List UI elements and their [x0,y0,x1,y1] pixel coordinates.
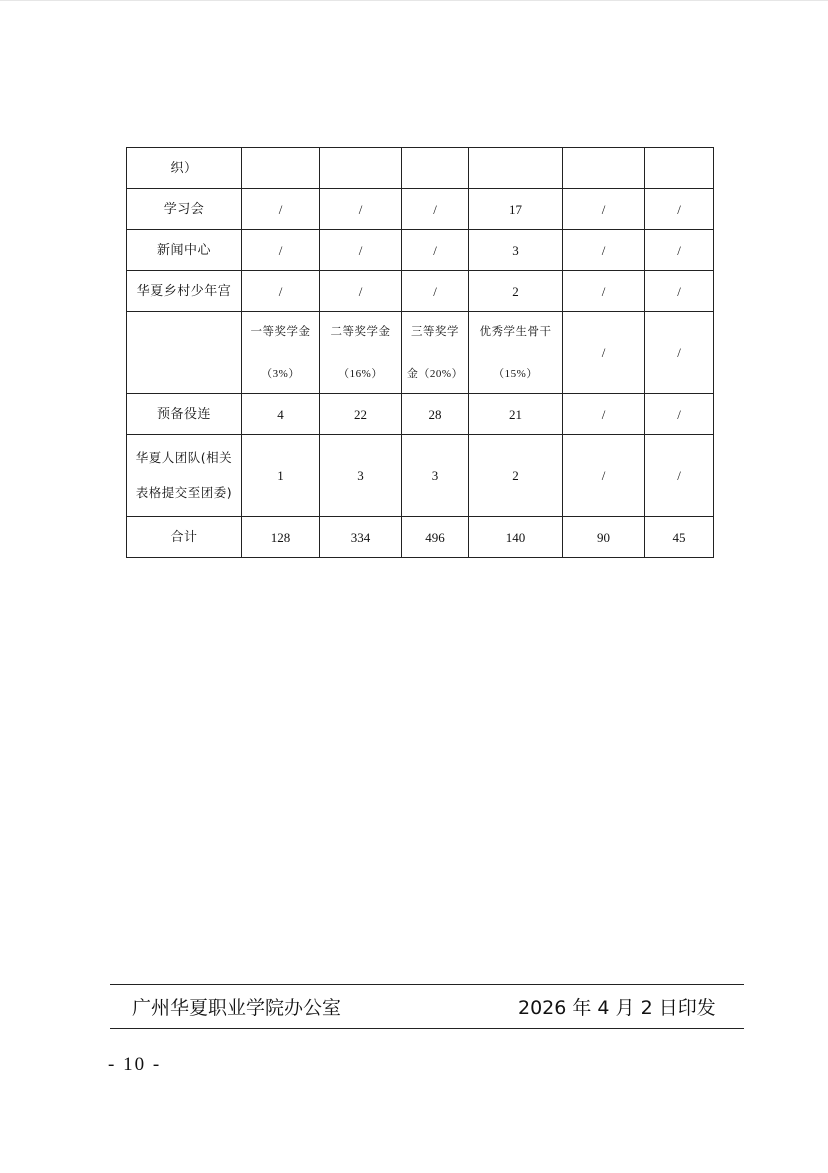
table-cell: / [645,271,714,312]
table-cell: / [402,230,469,271]
table-row [127,435,714,517]
award-header-cell: / [645,312,714,394]
row-label: 华夏乡村少年宫 [127,271,242,312]
table-cell [645,148,714,189]
footer-top-rule [110,984,744,985]
row-label: 学习会 [127,189,242,230]
award-header-cell: 优秀学生骨干 （15%） [469,312,563,394]
table-cell: 3 [320,435,402,517]
table-cell: / [402,189,469,230]
row-label: 预备役连 [127,394,242,435]
table-cell: 128 [242,517,320,558]
table-cell: 3 [469,230,563,271]
table-cell: 4 [242,394,320,435]
row-label: 织） [127,148,242,189]
table-cell [402,148,469,189]
award-header-cell: / [563,312,645,394]
table-cell: 140 [469,517,563,558]
table-cell: / [320,189,402,230]
table-cell: / [242,271,320,312]
table-cell: 334 [320,517,402,558]
table-cell: 3 [402,435,469,517]
table-cell: / [563,230,645,271]
award-header-cell: 二等奖学金 （16%） [320,312,402,394]
table-cell: 2 [469,271,563,312]
award-header-empty [127,312,242,394]
row-label: 合计 [127,517,242,558]
page-number: - 10 - [108,1054,162,1075]
table-row [127,230,714,271]
row-label: 新闻中心 [127,230,242,271]
table-cell: 45 [645,517,714,558]
table-cell: 28 [402,394,469,435]
table-cell [320,148,402,189]
total-row [127,517,714,558]
table-cell: 496 [402,517,469,558]
table-cell: / [645,230,714,271]
table-cell [469,148,563,189]
award-header-cell: 三等奖学 金（20%） [402,312,469,394]
issuing-office: 广州华夏职业学院办公室 [132,997,342,1019]
table-row [127,271,714,312]
table-row [127,189,714,230]
footer-bottom-rule [110,1028,744,1029]
table-cell: 90 [563,517,645,558]
table-row [127,394,714,435]
award-header-cell: 一等奖学金 （3%） [242,312,320,394]
row-label: 华夏人团队(相关 表格提交至团委) [127,435,242,517]
table-cell: 21 [469,394,563,435]
table-cell [563,148,645,189]
table-cell: / [320,230,402,271]
table-cell: / [645,189,714,230]
issue-date: 2026 年 4 月 2 日印发 [518,997,716,1019]
table-cell: / [645,435,714,517]
table-cell: / [563,394,645,435]
table-row [127,148,714,189]
table-cell: / [645,394,714,435]
award-header-row [127,312,714,394]
table-cell: / [402,271,469,312]
table-cell: / [242,230,320,271]
table-cell: 22 [320,394,402,435]
table-cell: / [563,189,645,230]
table-cell [242,148,320,189]
quota-table [126,147,714,558]
page-top-edge [0,0,828,1]
table-cell: / [320,271,402,312]
table-cell: 2 [469,435,563,517]
table-cell: / [242,189,320,230]
table-cell: / [563,271,645,312]
table-cell: 17 [469,189,563,230]
table-cell: / [563,435,645,517]
table-cell: 1 [242,435,320,517]
